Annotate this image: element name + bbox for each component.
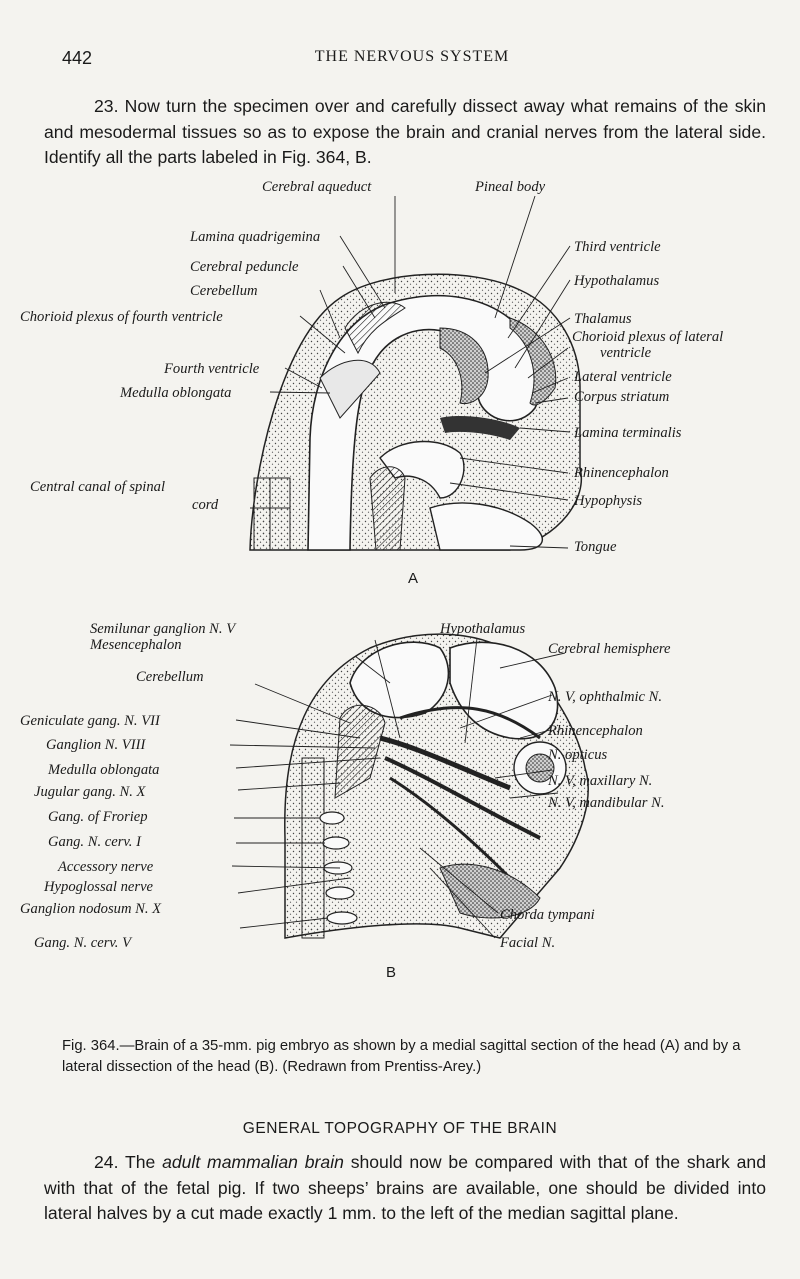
label-chorioid-plexus-lateral-1: Chorioid plexus of lateral	[572, 329, 724, 345]
label-central-canal-1: Central canal of spinal	[30, 479, 165, 495]
label-cerebral-hemisphere: Cerebral hemisphere	[548, 641, 671, 657]
label-hypothalamus-b: Hypothalamus	[440, 621, 526, 637]
label-fourth-ventricle: Fourth ventricle	[164, 361, 260, 377]
label-pineal-body: Pineal body	[475, 179, 546, 195]
para2-emphasis: adult mammalian brain	[162, 1152, 344, 1172]
paragraph-23: 23. Now turn the specimen over and carefully dissect away what remains of the skin and mesodermal tissues so as to expose the brain and cranial nerves from the lateral side. Identify all the parts labeled in Fig. 364, B.	[44, 96, 766, 167]
label-hypothalamus-a: Hypothalamus	[574, 273, 660, 289]
label-gang-n-cerv-i: Gang. N. cerv. I	[48, 834, 141, 850]
label-hypoglossal-nerve: Hypoglossal nerve	[44, 879, 154, 895]
label-cerebral-aqueduct: Cerebral aqueduct	[262, 179, 372, 195]
para2-prefix: 24. The	[94, 1152, 163, 1172]
label-medulla-oblongata-a: Medulla oblongata	[120, 385, 232, 401]
label-n-opticus: N. opticus	[548, 747, 608, 763]
label-cerebral-peduncle: Cerebral peduncle	[190, 259, 299, 275]
para2-rest: should now be compared with that of the shark and with that of the fetal pig. If two sheeps’ brains are available, one should be divided into lateral halves by a cut made exactly 1 mm. to the left of the median sagittal plane.	[44, 1152, 767, 1223]
label-corpus-striatum: Corpus striatum	[574, 389, 670, 405]
label-semilunar-ganglion: Semilunar ganglion N. V	[90, 621, 236, 637]
label-chorioid-plexus-fourth: Chorioid plexus of fourth ventricle	[20, 309, 223, 325]
label-n-v-ophthalmic: N. V, ophthalmic N.	[548, 689, 663, 705]
label-cerebellum-a: Cerebellum	[190, 283, 258, 299]
label-geniculate-gang: Geniculate gang. N. VII	[20, 713, 160, 729]
label-ganglion-n-viii: Ganglion N. VIII	[46, 737, 146, 753]
page-number: 442	[62, 48, 93, 68]
paragraph-24	[44, 1150, 766, 1227]
label-gang-n-cerv-v: Gang. N. cerv. V	[34, 935, 131, 951]
label-lamina-terminalis: Lamina terminalis	[574, 425, 682, 441]
label-chorda-tympani: Chorda tympani	[500, 907, 595, 923]
label-hypophysis: Hypophysis	[574, 493, 643, 509]
label-third-ventricle: Third ventricle	[574, 239, 661, 255]
label-ganglion-nodosum: Ganglion nodosum N. X	[20, 901, 162, 917]
label-medulla-oblongata-b: Medulla oblongata	[48, 762, 160, 778]
panel-b-label: B	[386, 964, 397, 981]
label-thalamus: Thalamus	[574, 311, 632, 327]
label-lateral-ventricle: Lateral ventricle	[574, 369, 672, 385]
label-rhinencephalon-a: Rhinencephalon	[574, 465, 669, 481]
panel-b-drawing	[285, 634, 588, 938]
label-cerebellum-b: Cerebellum	[136, 669, 204, 685]
label-n-v-maxillary: N. V, maxillary N.	[548, 773, 653, 789]
label-central-canal-2: cord	[192, 497, 219, 513]
label-gang-froriep: Gang. of Froriep	[48, 809, 148, 825]
label-tongue: Tongue	[574, 539, 617, 555]
section-heading: GENERAL TOPOGRAPHY OF THE BRAIN	[242, 1120, 558, 1137]
label-rhinencephalon-b: Rhinencephalon	[548, 723, 643, 739]
label-lamina-quadrigemina: Lamina quadrigemina	[190, 229, 321, 245]
panel-a-label: A	[408, 570, 419, 587]
panel-a-drawing	[250, 274, 581, 550]
label-mesencephalon: Mesencephalon	[90, 637, 182, 653]
label-n-v-mandibular: N. V, mandibular N.	[548, 795, 665, 811]
figure-caption: Fig. 364.—Brain of a 35-mm. pig embryo as shown by a medial sagittal section of the head (A) and by a lateral dissection of the head (B). (Redrawn from Prentiss-Arey.)	[62, 1038, 741, 1075]
label-chorioid-plexus-lateral-2: ventricle	[600, 345, 652, 361]
running-head: THE NERVOUS SYSTEM	[314, 48, 510, 65]
label-facial-n: Facial N.	[500, 935, 556, 951]
label-jugular-gang: Jugular gang. N. X	[34, 784, 146, 800]
page-header	[62, 48, 762, 72]
label-accessory-nerve: Accessory nerve	[58, 859, 154, 875]
figure-364	[20, 178, 760, 1028]
